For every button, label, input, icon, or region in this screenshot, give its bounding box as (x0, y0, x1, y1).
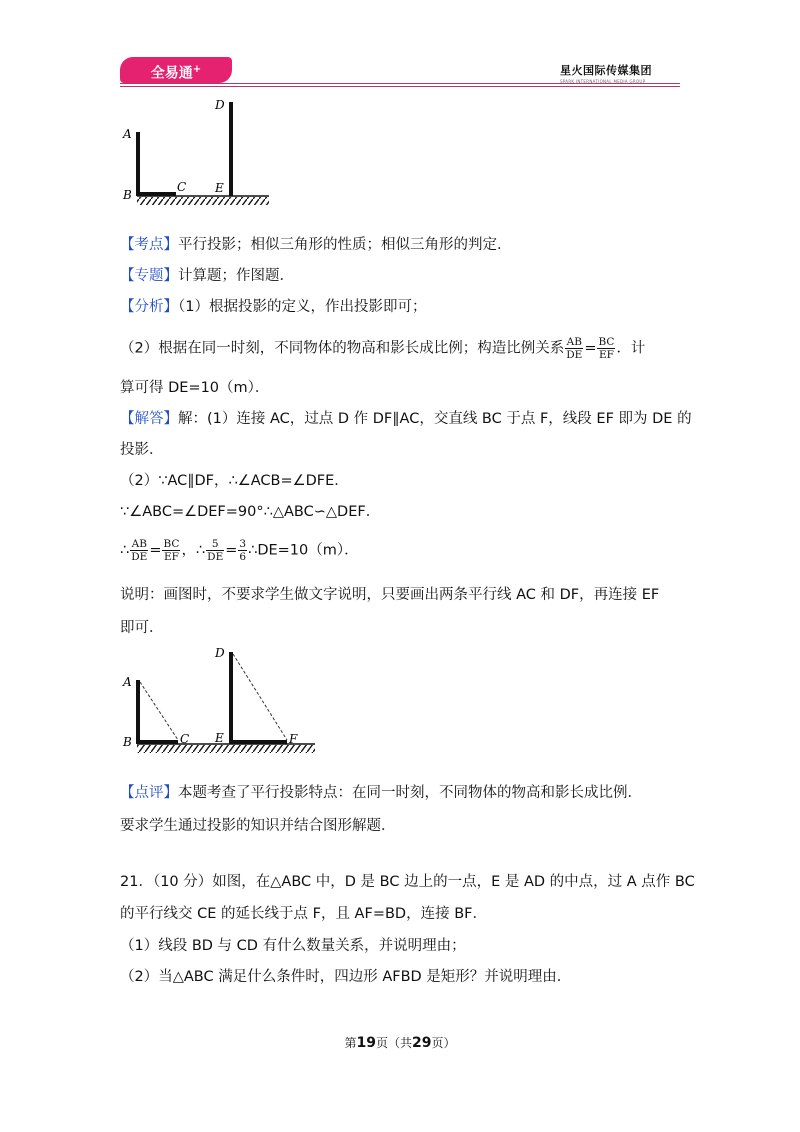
dashed-df (233, 654, 287, 740)
problem21-text3: （1）线段 BD 与 CD 有什么数量关系，并说明理由； (120, 938, 466, 954)
figure-1 (115, 95, 280, 210)
comment-line-2 (120, 815, 396, 837)
problem21-line-1 (120, 871, 695, 893)
figure-2 (115, 640, 320, 760)
fraction-3-6: $\frac{3}{6}$ (239, 538, 247, 563)
comment-line-1 (120, 782, 642, 804)
header-divider (120, 83, 680, 84)
fraction-ab-de: $\frac{AB}{DE}$ (566, 336, 583, 361)
note2: 即可． (120, 620, 164, 636)
brand-logo-text: 全易通 (150, 65, 193, 82)
label-d: D (215, 98, 225, 112)
comment-text2: 要求学生通过投影的知识并结合图形解题． (120, 818, 396, 834)
equals-sign: = (584, 340, 597, 357)
comment-tag: 【点评】 (120, 785, 178, 801)
shadow-bc (136, 192, 176, 196)
solution-line-3 (120, 470, 349, 492)
solution-line-2 (120, 439, 164, 461)
zhuanti-tag: 【专题】 (120, 268, 178, 284)
pole-de-2 (229, 652, 233, 744)
footer-total: 29 (412, 1035, 432, 1051)
problem21-line-2 (120, 903, 487, 925)
footer-mid: 页（共 (375, 1036, 412, 1050)
label-a: A (123, 127, 132, 141)
line5-mid: ，∴ (181, 542, 206, 559)
problem21-line-4 (120, 966, 571, 988)
fenxi-line (120, 296, 426, 318)
line5-tail: ∴DE=10（m）． (248, 542, 359, 559)
problem21-line-3 (120, 935, 466, 957)
problem21-text4: （2）当△ABC 满足什么条件时，四边形 AFBD 是矩形？并说明理由． (120, 969, 572, 985)
label-d-2: D (215, 646, 225, 660)
ground-hatch-1 (137, 197, 269, 205)
fraction-bc-ef-2: $\frac{BC}{EF}$ (163, 538, 180, 563)
jieda-line (120, 408, 692, 430)
fenxi-tag: 【分析】 (120, 299, 178, 315)
group-name-en: SPARK INTERNATIONAL MEDIA GROUP (560, 79, 646, 84)
header-divider-thin (120, 86, 680, 87)
label-e-2: E (215, 731, 224, 745)
fenxi3-text: 算可得 DE=10（m）． (120, 380, 270, 396)
pole-ab-2 (136, 680, 140, 744)
problem21-text1: 21．（10 分）如图，在△ABC 中，D 是 BC 边上的一点，E 是 AD 的中点，过 A 点作 BC (120, 874, 695, 890)
line5-prefix: ∴ (120, 542, 130, 559)
fenxi-line-3 (120, 377, 269, 399)
problem21-text2: 的平行线交 CE 的延长线于点 F，且 AF=BD，连接 BF． (120, 906, 487, 922)
zhuanti-line (120, 265, 294, 287)
label-b: B (123, 188, 132, 202)
shadow-bc-2 (136, 740, 178, 744)
label-c: C (177, 180, 187, 194)
comment-text1: 本题考查了平行投影特点：在同一时刻，不同物体的物高和影长成比例． (178, 785, 642, 801)
label-e: E (215, 181, 224, 195)
fraction-5-de: $\frac{5}{DE}$ (207, 538, 224, 563)
solution-line1: 解：(1）连接 AC，过点 D 作 DF∥AC，交直线 BC 于点 F，线段 EF 即为 DE 的 (178, 411, 692, 427)
shadow-ef (229, 740, 287, 744)
jieda-tag: 【解答】 (120, 411, 178, 427)
fenxi-line-2 (120, 336, 645, 361)
fenxi2-tail: ．计 (616, 340, 646, 357)
fenxi-text: （1）根据投影的定义，作出投影即可； (178, 299, 427, 315)
solution-line-5 (120, 538, 359, 563)
note1: 说明：画图时，不要求学生做文字说明，只要画出两条平行线 AC 和 DF，再连接 EF (120, 587, 660, 603)
kaodian-line (120, 234, 512, 256)
label-a-2: A (123, 675, 132, 689)
line5-eq-2: = (225, 542, 238, 559)
solution-line3: （2）∵AC∥DF，∴∠ACB=∠DFE． (120, 473, 349, 489)
solution-line-4 (120, 501, 380, 523)
kaodian-tag: 【考点】 (120, 237, 178, 253)
label-b-2: B (123, 735, 132, 749)
group-name-block (560, 62, 680, 84)
fraction-ab-de-2: $\frac{AB}{DE}$ (131, 538, 148, 563)
page-footer (0, 1034, 800, 1051)
ground-hatch-2 (137, 745, 315, 753)
kaodian-text: 平行投影；相似三角形的性质；相似三角形的判定． (178, 237, 512, 253)
fraction-bc-ef: $\frac{BC}{EF}$ (598, 336, 615, 361)
solution-line4: ∵∠ABC=∠DEF=90°∴△ABC∽△DEF． (120, 504, 381, 520)
solution-line2: 投影． (120, 442, 164, 458)
fenxi2-text: （2）根据在同一时刻，不同物体的物高和影长成比例；构造比例关系 (120, 340, 565, 357)
footer-post: 页） (431, 1036, 456, 1050)
line5-eq-1: = (149, 542, 162, 559)
brand-logo (120, 57, 232, 83)
label-c-2: C (180, 732, 190, 746)
dashed-ac (140, 682, 178, 740)
group-name: 星火国际传媒集团 (560, 64, 652, 77)
note-line-2 (120, 617, 164, 639)
label-f-2: F (289, 732, 298, 746)
pole-de (229, 102, 233, 196)
brand-logo-plus: + (192, 64, 202, 75)
footer-pre: 第 (344, 1036, 357, 1050)
zhuanti-text: 计算题；作图题． (178, 268, 294, 284)
pole-ab (136, 132, 140, 196)
footer-page: 19 (356, 1035, 376, 1051)
note-line-1 (120, 584, 659, 606)
